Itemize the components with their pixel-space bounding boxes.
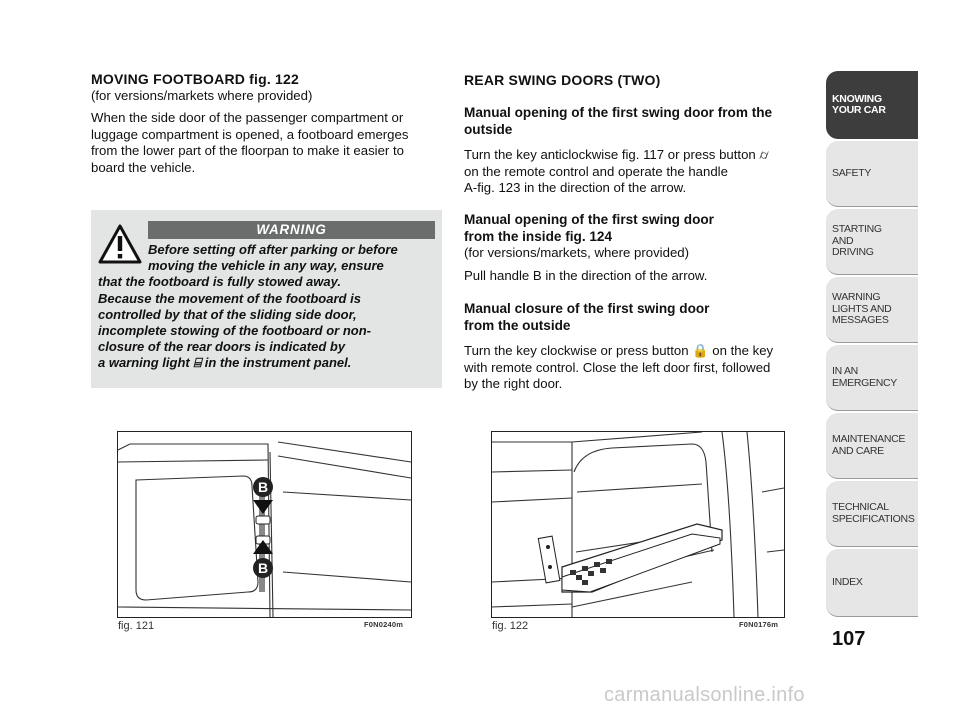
text-line: Turn the key clockwise or press button 🔒 on the key	[464, 343, 774, 358]
warning-line: closure of the rear doors is indicated by	[98, 339, 346, 355]
label-b-top: B	[257, 479, 269, 495]
figure-caption: fig. 121	[118, 620, 155, 632]
text-line: with remote control. Close the left door first, followed	[464, 359, 771, 375]
text-line: A-fig. 123 in the direction of the arrow.	[464, 180, 687, 195]
warning-triangle-icon	[98, 224, 142, 264]
text-line: board the vehicle.	[91, 159, 196, 175]
warning-line: Before setting off after parking or before	[148, 242, 398, 257]
text-line: When the side door of the passenger compartment or	[91, 110, 404, 125]
subsection-heading	[464, 105, 772, 138]
heading-line: Manual opening of the first swing door	[464, 212, 714, 227]
subsection-body	[464, 147, 769, 197]
tab-index[interactable]: INDEX	[826, 549, 918, 617]
warning-text-indented	[148, 242, 398, 274]
warning-line: incomplete stowing of the footboard or non-	[98, 323, 371, 338]
warning-line: a warning light ⌸ in the instrument panel.	[98, 355, 352, 371]
footboard-illustration	[492, 432, 784, 617]
watermark: carmanualsonline.info	[604, 684, 805, 706]
subsection-body	[464, 343, 773, 393]
text-line: by the right door.	[464, 376, 563, 391]
tab-maintenance-and-care[interactable]: MAINTENANCE AND CARE	[826, 413, 918, 479]
page-number: 107	[832, 628, 866, 650]
figure-caption: fig. 122	[492, 620, 529, 632]
section-title-moving-footboard: MOVING FOOTBOARD fig. 122	[91, 71, 300, 87]
warning-header: WARNING	[148, 221, 435, 239]
tab-knowing-your-car[interactable]: KNOWING YOUR CAR	[826, 71, 918, 139]
text-line: luggage compartment is opened, a footboard emerges	[91, 126, 409, 142]
heading-line: from the outside	[464, 317, 571, 333]
tab-starting-and-driving[interactable]: STARTING AND DRIVING	[826, 209, 918, 275]
warning-line: Because the movement of the footboard is	[98, 290, 361, 306]
heading-line: from the inside fig. 124	[464, 228, 613, 244]
warning-line: controlled by that of the sliding side door,	[98, 306, 357, 322]
text-line: from the lower part of the floorpan to make it easier to	[91, 143, 404, 158]
tab-safety[interactable]: SAFETY	[826, 141, 918, 207]
subsection-heading	[464, 301, 709, 334]
warning-text	[98, 274, 371, 371]
subsection-subtitle: (for versions/markets, where provided)	[464, 245, 689, 260]
figure-121	[117, 431, 412, 618]
sliding-door-illustration	[118, 432, 411, 617]
figure-122	[491, 431, 785, 618]
footboard-paragraph	[91, 110, 408, 176]
text-line: on the remote control and operate the handle	[464, 163, 728, 179]
section-title-rear-swing-doors: REAR SWING DOORS (TWO)	[464, 72, 661, 88]
text-line: Turn the key anticlockwise fig. 117 or press button ⌭	[464, 147, 769, 162]
heading-line: Manual opening of the first swing door from the	[464, 105, 773, 120]
subsection-heading	[464, 212, 714, 245]
warning-line: that the footboard is fully stowed away.	[98, 274, 341, 290]
heading-line: Manual closure of the first swing door	[464, 301, 710, 316]
tab-in-an-emergency[interactable]: IN AN EMERGENCY	[826, 345, 918, 411]
label-b-bottom: B	[257, 560, 269, 576]
figure-code: F0N0176m	[739, 620, 779, 629]
figure-code: F0N0240m	[364, 620, 404, 629]
tab-technical-specifications[interactable]: TECHNICAL SPECIFICATIONS	[826, 481, 918, 547]
tab-warning-lights-and-messages[interactable]: WARNING LIGHTS AND MESSAGES	[826, 277, 918, 343]
section-subtitle: (for versions/markets where provided)	[91, 88, 313, 103]
warning-line: moving the vehicle in any way, ensure	[148, 258, 384, 274]
heading-line: outside	[464, 121, 513, 137]
subsection-body: Pull handle B in the direction of the arrow.	[464, 268, 708, 283]
